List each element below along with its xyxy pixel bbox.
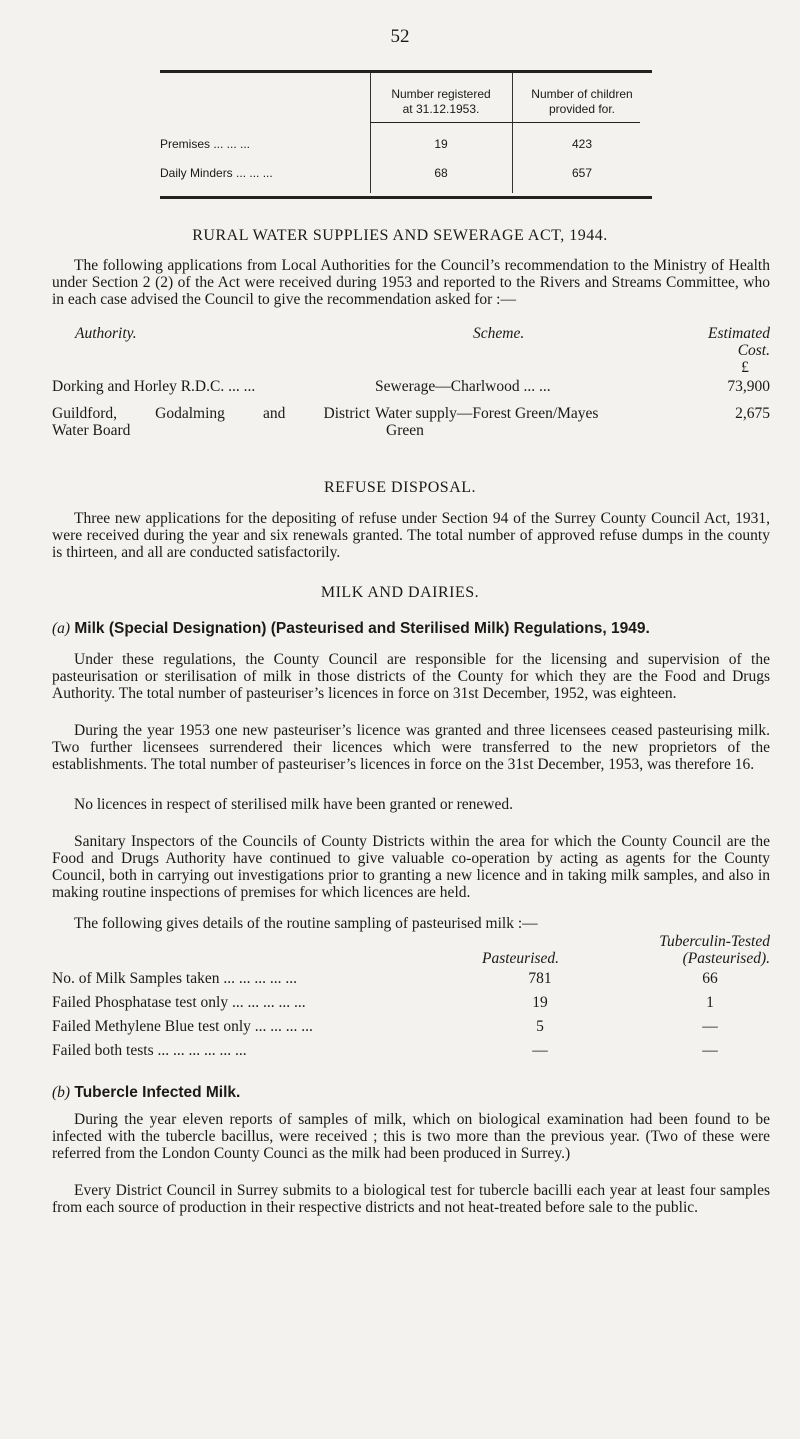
authority-cell: Dorking and Horley R.D.C. ... ...: [52, 378, 256, 395]
sampling-cell: —: [702, 1018, 718, 1035]
table-cell: 657: [571, 166, 593, 180]
header-rule: [370, 122, 512, 123]
sampling-cell: —: [532, 1042, 548, 1059]
table-row-label: Daily Minders ... ... ...: [160, 166, 273, 180]
paragraph: During the year 1953 one new pasteuriser’s licence was granted and three licensees ceased pasteurising milk. Two further licensees surrendered their licences which were transferred to the new proprietors of the establishments. The total number of pasteuriser’s licences in force on the 31st December, 1953, was therefore 16.: [52, 722, 770, 773]
sampling-cell: —: [702, 1042, 718, 1059]
sampling-row-label: Failed Methylene Blue test only ... ... ... ...: [52, 1018, 313, 1035]
subheading-regulations: (a) Milk (Special Designation) (Pasteurised and Sterilised Milk) Regulations, 1949.: [52, 620, 650, 637]
paragraph: The following applications from Local Authorities for the Council’s recommendation to the Ministry of Health under Section 2 (2) of the Act were received during 1953 and reported to the Rivers and Streams Committee, who in each case advised the Council to give the recommendation asked for :—: [52, 257, 770, 308]
column-header-registered: Number registered at 31.12.1953.: [391, 87, 491, 116]
column-header-children: Number of children provided for.: [531, 87, 633, 116]
page-number: 52: [390, 26, 410, 47]
scheme-cell: Water supply—Forest Green/Mayes: [375, 405, 599, 422]
table-cell: 68: [434, 166, 448, 180]
paragraph: Sanitary Inspectors of the Councils of County Districts within the area for which the County Council are the Food and Drugs Authority have continued to give valuable co-operation by acting as agents for the County Council, both in carrying out investigations prior to granting a new licence and in taking milk samples, and also in making routine inspections of premises for which licences are held.: [52, 833, 770, 901]
table-top-rule: [160, 70, 652, 73]
paragraph: No licences in respect of sterilised milk have been granted or renewed.: [74, 796, 513, 813]
section-heading-milk: MILK AND DAIRIES.: [320, 584, 480, 601]
sampling-row-label: No. of Milk Samples taken ... ... ... ... ...: [52, 970, 297, 987]
sampling-cell: 19: [532, 994, 548, 1011]
authority-cell: Water Board: [52, 422, 131, 439]
sampling-cell: 781: [528, 970, 552, 987]
cost-cell: 2,675: [735, 405, 770, 422]
column-header-pasteurised: Pasteurised.: [482, 950, 560, 967]
table-bottom-rule: [160, 196, 652, 199]
scheme-cell: Green: [386, 422, 424, 439]
column-header-tt: (Pasteurised).: [682, 950, 770, 967]
paragraph: During the year eleven reports of samples of milk, which on biological examination had been found to be infected with the tubercle bacillus, were received ; this is two more than the previous year. (Two of these were referred from the London County Counci as the milk had been produced in Surrey.): [52, 1111, 770, 1162]
sampling-intro: The following gives details of the routine sampling of pasteurised milk :—: [74, 915, 538, 932]
sampling-cell: 66: [702, 970, 718, 987]
column-header-authority: Authority.: [75, 325, 137, 342]
paragraph: Three new applications for the depositing of refuse under Section 94 of the Surrey County Council Act, 1931, were received during the year and six renewals granted. The total number of approved refuse dumps in the county is thirteen, and all are conducted satisfactorily.: [52, 510, 770, 561]
header-rule: [512, 122, 640, 123]
table-row-label: Premises ... ... ...: [160, 137, 251, 151]
scheme-cell: Sewerage—Charlwood ... ...: [375, 378, 551, 395]
table-cell: 423: [571, 137, 593, 151]
sampling-row-label: Failed Phosphatase test only ... ... ... ... ...: [52, 994, 306, 1011]
paragraph: Under these regulations, the County Council are responsible for the licensing and supervision of the pasteurisation or sterilisation of milk in those districts of the County for which they are the Food and Drugs Authority. The total number of pasteuriser’s licences in force on 31st December, 1952, was eighteen.: [52, 651, 770, 702]
authority-cell: Guildford, Godalming and District: [52, 405, 370, 422]
column-header-cost: Estimated Cost. £: [708, 325, 770, 376]
column-header-scheme: Scheme.: [473, 325, 525, 342]
cost-cell: 73,900: [727, 378, 770, 395]
paragraph: Every District Council in Surrey submits to a biological test for tubercle bacilli each year at least four samples from each source of production in their respective districts and not heat-treated before sale to the public.: [52, 1182, 770, 1216]
sampling-cell: 5: [536, 1018, 544, 1035]
section-heading-refuse: REFUSE DISPOSAL.: [323, 479, 477, 496]
sampling-cell: 1: [706, 994, 714, 1011]
section-heading-water: RURAL WATER SUPPLIES AND SEWERAGE ACT, 1944.: [192, 227, 608, 244]
sampling-row-label: Failed both tests ... ... ... ... ... ...: [52, 1042, 247, 1059]
column-header-tt: Tuberculin-Tested: [659, 933, 770, 950]
subheading-tubercle: (b) Tubercle Infected Milk.: [52, 1084, 241, 1101]
table-cell: 19: [434, 137, 448, 151]
